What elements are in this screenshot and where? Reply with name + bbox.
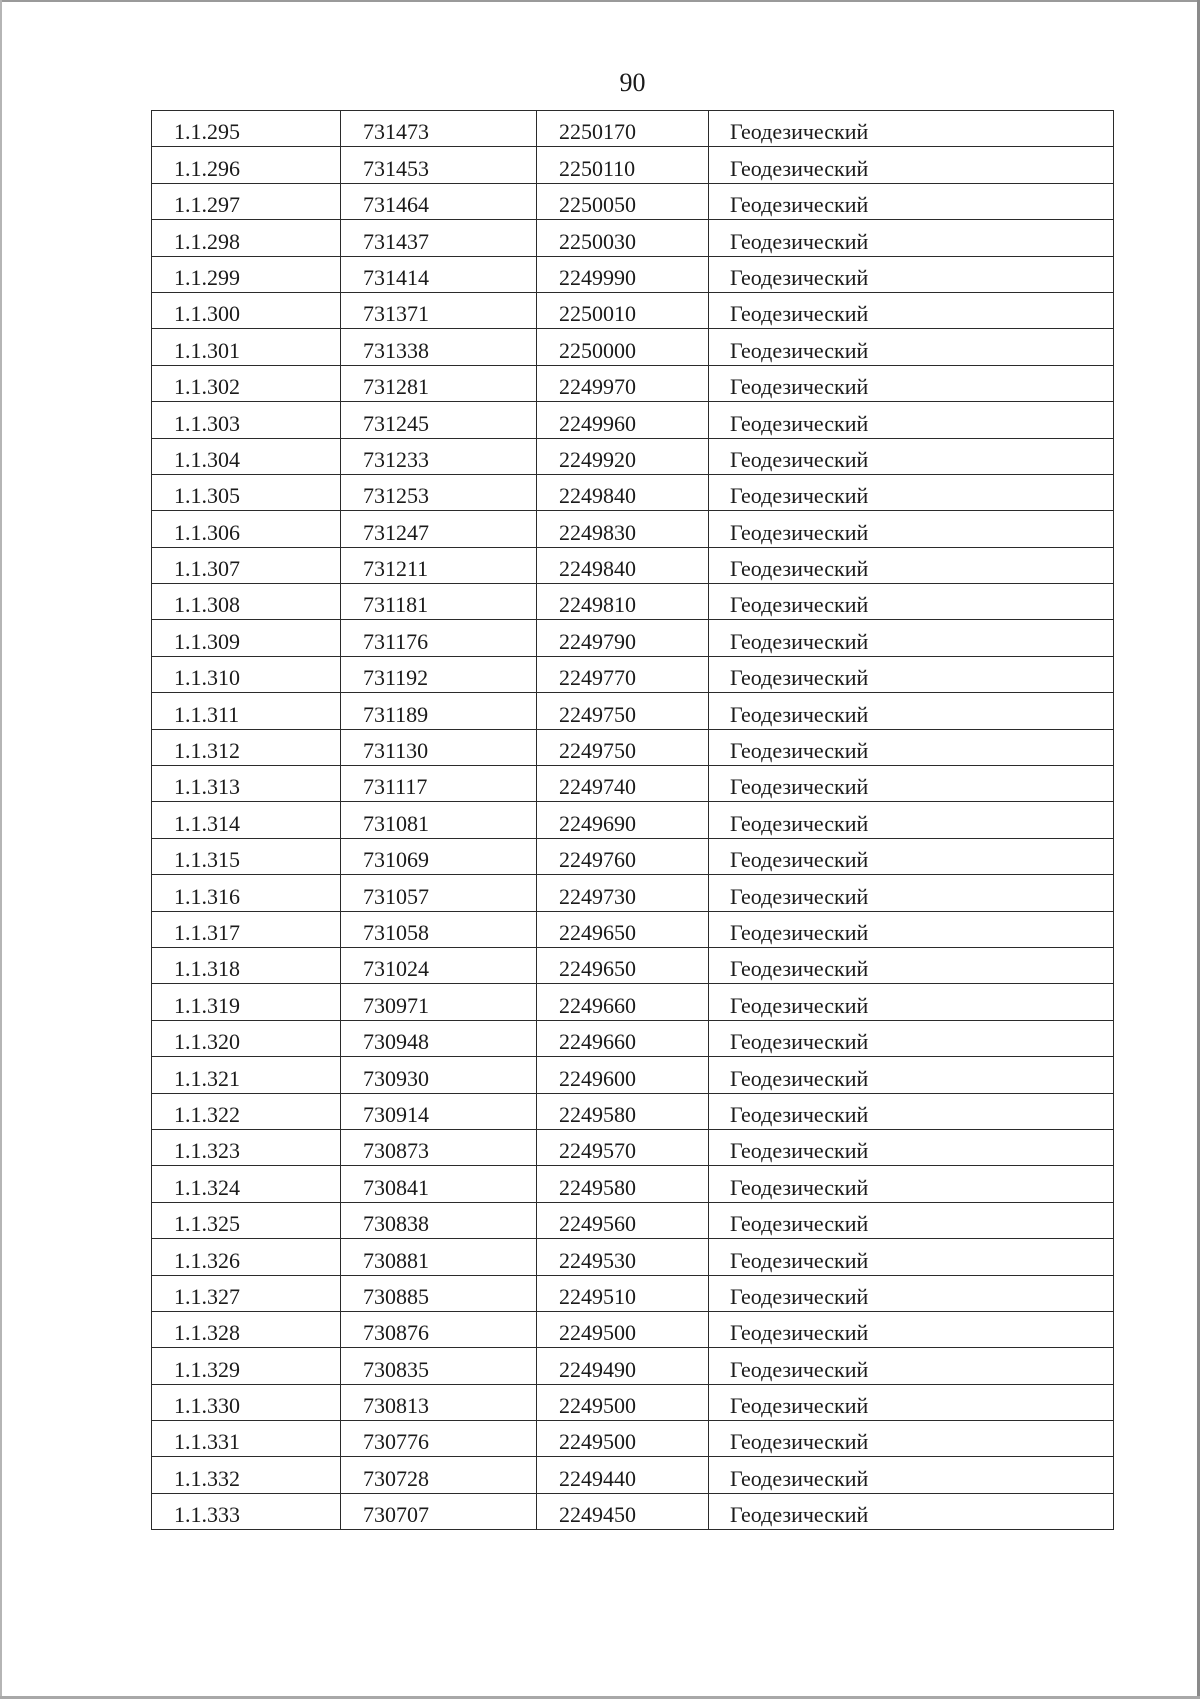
- method-type-cell: Геодезический: [709, 1493, 1114, 1529]
- table-row: [152, 766, 1114, 802]
- x-coordinate-cell: 731245: [341, 402, 537, 438]
- table-row: [152, 1421, 1114, 1457]
- point-number-cell: 1.1.301: [152, 329, 341, 365]
- method-type-cell: Геодезический: [709, 947, 1114, 983]
- x-coordinate-cell: 730971: [341, 984, 537, 1020]
- y-coordinate-cell: 2249570: [537, 1129, 709, 1165]
- point-number-cell: 1.1.323: [152, 1129, 341, 1165]
- point-number-cell: 1.1.314: [152, 802, 341, 838]
- y-coordinate-cell: 2249450: [537, 1493, 709, 1529]
- method-type-cell: Геодезический: [709, 329, 1114, 365]
- y-coordinate-cell: 2249840: [537, 474, 709, 510]
- method-type-cell: Геодезический: [709, 438, 1114, 474]
- x-coordinate-cell: 731058: [341, 911, 537, 947]
- y-coordinate-cell: 2249650: [537, 947, 709, 983]
- y-coordinate-cell: 2249760: [537, 838, 709, 874]
- method-type-cell: Геодезический: [709, 1129, 1114, 1165]
- table-row: [152, 1093, 1114, 1129]
- method-type-cell: Геодезический: [709, 511, 1114, 547]
- table-row: [152, 365, 1114, 401]
- y-coordinate-cell: 2250030: [537, 220, 709, 256]
- point-number-cell: 1.1.328: [152, 1311, 341, 1347]
- method-type-cell: Геодезический: [709, 1093, 1114, 1129]
- method-type-cell: Геодезический: [709, 1384, 1114, 1420]
- x-coordinate-cell: 731437: [341, 220, 537, 256]
- x-coordinate-cell: 731057: [341, 875, 537, 911]
- x-coordinate-cell: 730707: [341, 1493, 537, 1529]
- y-coordinate-cell: 2249500: [537, 1421, 709, 1457]
- method-type-cell: Геодезический: [709, 1166, 1114, 1202]
- y-coordinate-cell: 2249690: [537, 802, 709, 838]
- table-row: [152, 329, 1114, 365]
- table-row: [152, 984, 1114, 1020]
- x-coordinate-cell: 730873: [341, 1129, 537, 1165]
- y-coordinate-cell: 2249830: [537, 511, 709, 547]
- x-coordinate-cell: 730776: [341, 1421, 537, 1457]
- x-coordinate-cell: 731371: [341, 292, 537, 328]
- point-number-cell: 1.1.299: [152, 256, 341, 292]
- scan-edge-top: [0, 0, 1200, 2]
- y-coordinate-cell: 2249770: [537, 656, 709, 692]
- point-number-cell: 1.1.315: [152, 838, 341, 874]
- point-number-cell: 1.1.319: [152, 984, 341, 1020]
- method-type-cell: Геодезический: [709, 1421, 1114, 1457]
- point-number-cell: 1.1.307: [152, 547, 341, 583]
- table-row: [152, 474, 1114, 510]
- y-coordinate-cell: 2250010: [537, 292, 709, 328]
- y-coordinate-cell: 2249500: [537, 1384, 709, 1420]
- y-coordinate-cell: 2249580: [537, 1093, 709, 1129]
- table-row: [152, 402, 1114, 438]
- point-number-cell: 1.1.304: [152, 438, 341, 474]
- x-coordinate-cell: 730813: [341, 1384, 537, 1420]
- method-type-cell: Геодезический: [709, 802, 1114, 838]
- table-row: [152, 111, 1114, 147]
- point-number-cell: 1.1.310: [152, 656, 341, 692]
- table-row: [152, 1384, 1114, 1420]
- table-row: [152, 1311, 1114, 1347]
- point-number-cell: 1.1.305: [152, 474, 341, 510]
- point-number-cell: 1.1.298: [152, 220, 341, 256]
- table-row: [152, 875, 1114, 911]
- y-coordinate-cell: 2250110: [537, 147, 709, 183]
- scan-edge-left: [0, 0, 2, 1699]
- point-number-cell: 1.1.302: [152, 365, 341, 401]
- x-coordinate-cell: 731253: [341, 474, 537, 510]
- table-row: [152, 1166, 1114, 1202]
- point-number-cell: 1.1.333: [152, 1493, 341, 1529]
- method-type-cell: Геодезический: [709, 1275, 1114, 1311]
- table-row: [152, 656, 1114, 692]
- x-coordinate-cell: 731081: [341, 802, 537, 838]
- x-coordinate-cell: 731189: [341, 693, 537, 729]
- y-coordinate-cell: 2249560: [537, 1202, 709, 1238]
- x-coordinate-cell: 731024: [341, 947, 537, 983]
- x-coordinate-cell: 731338: [341, 329, 537, 365]
- x-coordinate-cell: 730876: [341, 1311, 537, 1347]
- point-number-cell: 1.1.311: [152, 693, 341, 729]
- method-type-cell: Геодезический: [709, 402, 1114, 438]
- table-row: [152, 693, 1114, 729]
- y-coordinate-cell: 2249750: [537, 693, 709, 729]
- point-number-cell: 1.1.332: [152, 1457, 341, 1493]
- point-number-cell: 1.1.296: [152, 147, 341, 183]
- point-number-cell: 1.1.321: [152, 1057, 341, 1093]
- y-coordinate-cell: 2249750: [537, 729, 709, 765]
- point-number-cell: 1.1.317: [152, 911, 341, 947]
- table-row: [152, 438, 1114, 474]
- method-type-cell: Геодезический: [709, 147, 1114, 183]
- coordinates-table-body: [152, 111, 1114, 1530]
- point-number-cell: 1.1.322: [152, 1093, 341, 1129]
- table-row: [152, 1129, 1114, 1165]
- table-row: [152, 1457, 1114, 1493]
- table-row: [152, 1239, 1114, 1275]
- x-coordinate-cell: 730914: [341, 1093, 537, 1129]
- method-type-cell: Геодезический: [709, 984, 1114, 1020]
- x-coordinate-cell: 730841: [341, 1166, 537, 1202]
- y-coordinate-cell: 2249840: [537, 547, 709, 583]
- method-type-cell: Геодезический: [709, 220, 1114, 256]
- table-row: [152, 911, 1114, 947]
- point-number-cell: 1.1.326: [152, 1239, 341, 1275]
- point-number-cell: 1.1.330: [152, 1384, 341, 1420]
- y-coordinate-cell: 2249920: [537, 438, 709, 474]
- point-number-cell: 1.1.303: [152, 402, 341, 438]
- x-coordinate-cell: 731069: [341, 838, 537, 874]
- x-coordinate-cell: 731473: [341, 111, 537, 147]
- x-coordinate-cell: 731453: [341, 147, 537, 183]
- point-number-cell: 1.1.309: [152, 620, 341, 656]
- table-row: [152, 220, 1114, 256]
- table-row: [152, 547, 1114, 583]
- table-row: [152, 1348, 1114, 1384]
- table-row: [152, 1275, 1114, 1311]
- table-row: [152, 292, 1114, 328]
- method-type-cell: Геодезический: [709, 365, 1114, 401]
- method-type-cell: Геодезический: [709, 620, 1114, 656]
- coordinates-table: [151, 110, 1114, 1530]
- table-row: [152, 511, 1114, 547]
- method-type-cell: Геодезический: [709, 183, 1114, 219]
- table-row: [152, 1057, 1114, 1093]
- point-number-cell: 1.1.331: [152, 1421, 341, 1457]
- y-coordinate-cell: 2249990: [537, 256, 709, 292]
- table-row: [152, 584, 1114, 620]
- method-type-cell: Геодезический: [709, 292, 1114, 328]
- x-coordinate-cell: 731247: [341, 511, 537, 547]
- table-row: [152, 1202, 1114, 1238]
- x-coordinate-cell: 731181: [341, 584, 537, 620]
- method-type-cell: Геодезический: [709, 256, 1114, 292]
- point-number-cell: 1.1.316: [152, 875, 341, 911]
- method-type-cell: Геодезический: [709, 1311, 1114, 1347]
- y-coordinate-cell: 2249660: [537, 1020, 709, 1056]
- point-number-cell: 1.1.313: [152, 766, 341, 802]
- y-coordinate-cell: 2249440: [537, 1457, 709, 1493]
- page-number: 90: [619, 68, 646, 97]
- y-coordinate-cell: 2249510: [537, 1275, 709, 1311]
- method-type-cell: Геодезический: [709, 656, 1114, 692]
- method-type-cell: Геодезический: [709, 1457, 1114, 1493]
- method-type-cell: Геодезический: [709, 766, 1114, 802]
- table-row: [152, 802, 1114, 838]
- table-row: [152, 256, 1114, 292]
- y-coordinate-cell: 2249790: [537, 620, 709, 656]
- y-coordinate-cell: 2250050: [537, 183, 709, 219]
- x-coordinate-cell: 731414: [341, 256, 537, 292]
- method-type-cell: Геодезический: [709, 1057, 1114, 1093]
- table-row: [152, 947, 1114, 983]
- x-coordinate-cell: 731281: [341, 365, 537, 401]
- x-coordinate-cell: 730838: [341, 1202, 537, 1238]
- y-coordinate-cell: 2249580: [537, 1166, 709, 1202]
- table-row: [152, 1493, 1114, 1529]
- y-coordinate-cell: 2249730: [537, 875, 709, 911]
- x-coordinate-cell: 731192: [341, 656, 537, 692]
- y-coordinate-cell: 2249960: [537, 402, 709, 438]
- x-coordinate-cell: 730881: [341, 1239, 537, 1275]
- method-type-cell: Геодезический: [709, 111, 1114, 147]
- method-type-cell: Геодезический: [709, 729, 1114, 765]
- y-coordinate-cell: 2249740: [537, 766, 709, 802]
- method-type-cell: Геодезический: [709, 1348, 1114, 1384]
- x-coordinate-cell: 731211: [341, 547, 537, 583]
- point-number-cell: 1.1.306: [152, 511, 341, 547]
- y-coordinate-cell: 2249530: [537, 1239, 709, 1275]
- x-coordinate-cell: 731464: [341, 183, 537, 219]
- y-coordinate-cell: 2250000: [537, 329, 709, 365]
- method-type-cell: Геодезический: [709, 474, 1114, 510]
- y-coordinate-cell: 2249600: [537, 1057, 709, 1093]
- x-coordinate-cell: 731117: [341, 766, 537, 802]
- x-coordinate-cell: 731233: [341, 438, 537, 474]
- point-number-cell: 1.1.329: [152, 1348, 341, 1384]
- point-number-cell: 1.1.327: [152, 1275, 341, 1311]
- point-number-cell: 1.1.320: [152, 1020, 341, 1056]
- x-coordinate-cell: 730728: [341, 1457, 537, 1493]
- table-row: [152, 729, 1114, 765]
- table-row: [152, 147, 1114, 183]
- x-coordinate-cell: 730885: [341, 1275, 537, 1311]
- point-number-cell: 1.1.318: [152, 947, 341, 983]
- method-type-cell: Геодезический: [709, 911, 1114, 947]
- method-type-cell: Геодезический: [709, 1239, 1114, 1275]
- table-row: [152, 1020, 1114, 1056]
- point-number-cell: 1.1.295: [152, 111, 341, 147]
- point-number-cell: 1.1.300: [152, 292, 341, 328]
- point-number-cell: 1.1.312: [152, 729, 341, 765]
- point-number-cell: 1.1.297: [152, 183, 341, 219]
- y-coordinate-cell: 2249970: [537, 365, 709, 401]
- y-coordinate-cell: 2249660: [537, 984, 709, 1020]
- table-row: [152, 620, 1114, 656]
- method-type-cell: Геодезический: [709, 693, 1114, 729]
- point-number-cell: 1.1.325: [152, 1202, 341, 1238]
- x-coordinate-cell: 730948: [341, 1020, 537, 1056]
- y-coordinate-cell: 2249500: [537, 1311, 709, 1347]
- x-coordinate-cell: 730930: [341, 1057, 537, 1093]
- method-type-cell: Геодезический: [709, 875, 1114, 911]
- method-type-cell: Геодезический: [709, 838, 1114, 874]
- method-type-cell: Геодезический: [709, 1020, 1114, 1056]
- y-coordinate-cell: 2249490: [537, 1348, 709, 1384]
- table-row: [152, 838, 1114, 874]
- x-coordinate-cell: 731130: [341, 729, 537, 765]
- method-type-cell: Геодезический: [709, 584, 1114, 620]
- method-type-cell: Геодезический: [709, 547, 1114, 583]
- y-coordinate-cell: 2249810: [537, 584, 709, 620]
- y-coordinate-cell: 2250170: [537, 111, 709, 147]
- point-number-cell: 1.1.324: [152, 1166, 341, 1202]
- y-coordinate-cell: 2249650: [537, 911, 709, 947]
- x-coordinate-cell: 731176: [341, 620, 537, 656]
- point-number-cell: 1.1.308: [152, 584, 341, 620]
- table-row: [152, 183, 1114, 219]
- x-coordinate-cell: 730835: [341, 1348, 537, 1384]
- method-type-cell: Геодезический: [709, 1202, 1114, 1238]
